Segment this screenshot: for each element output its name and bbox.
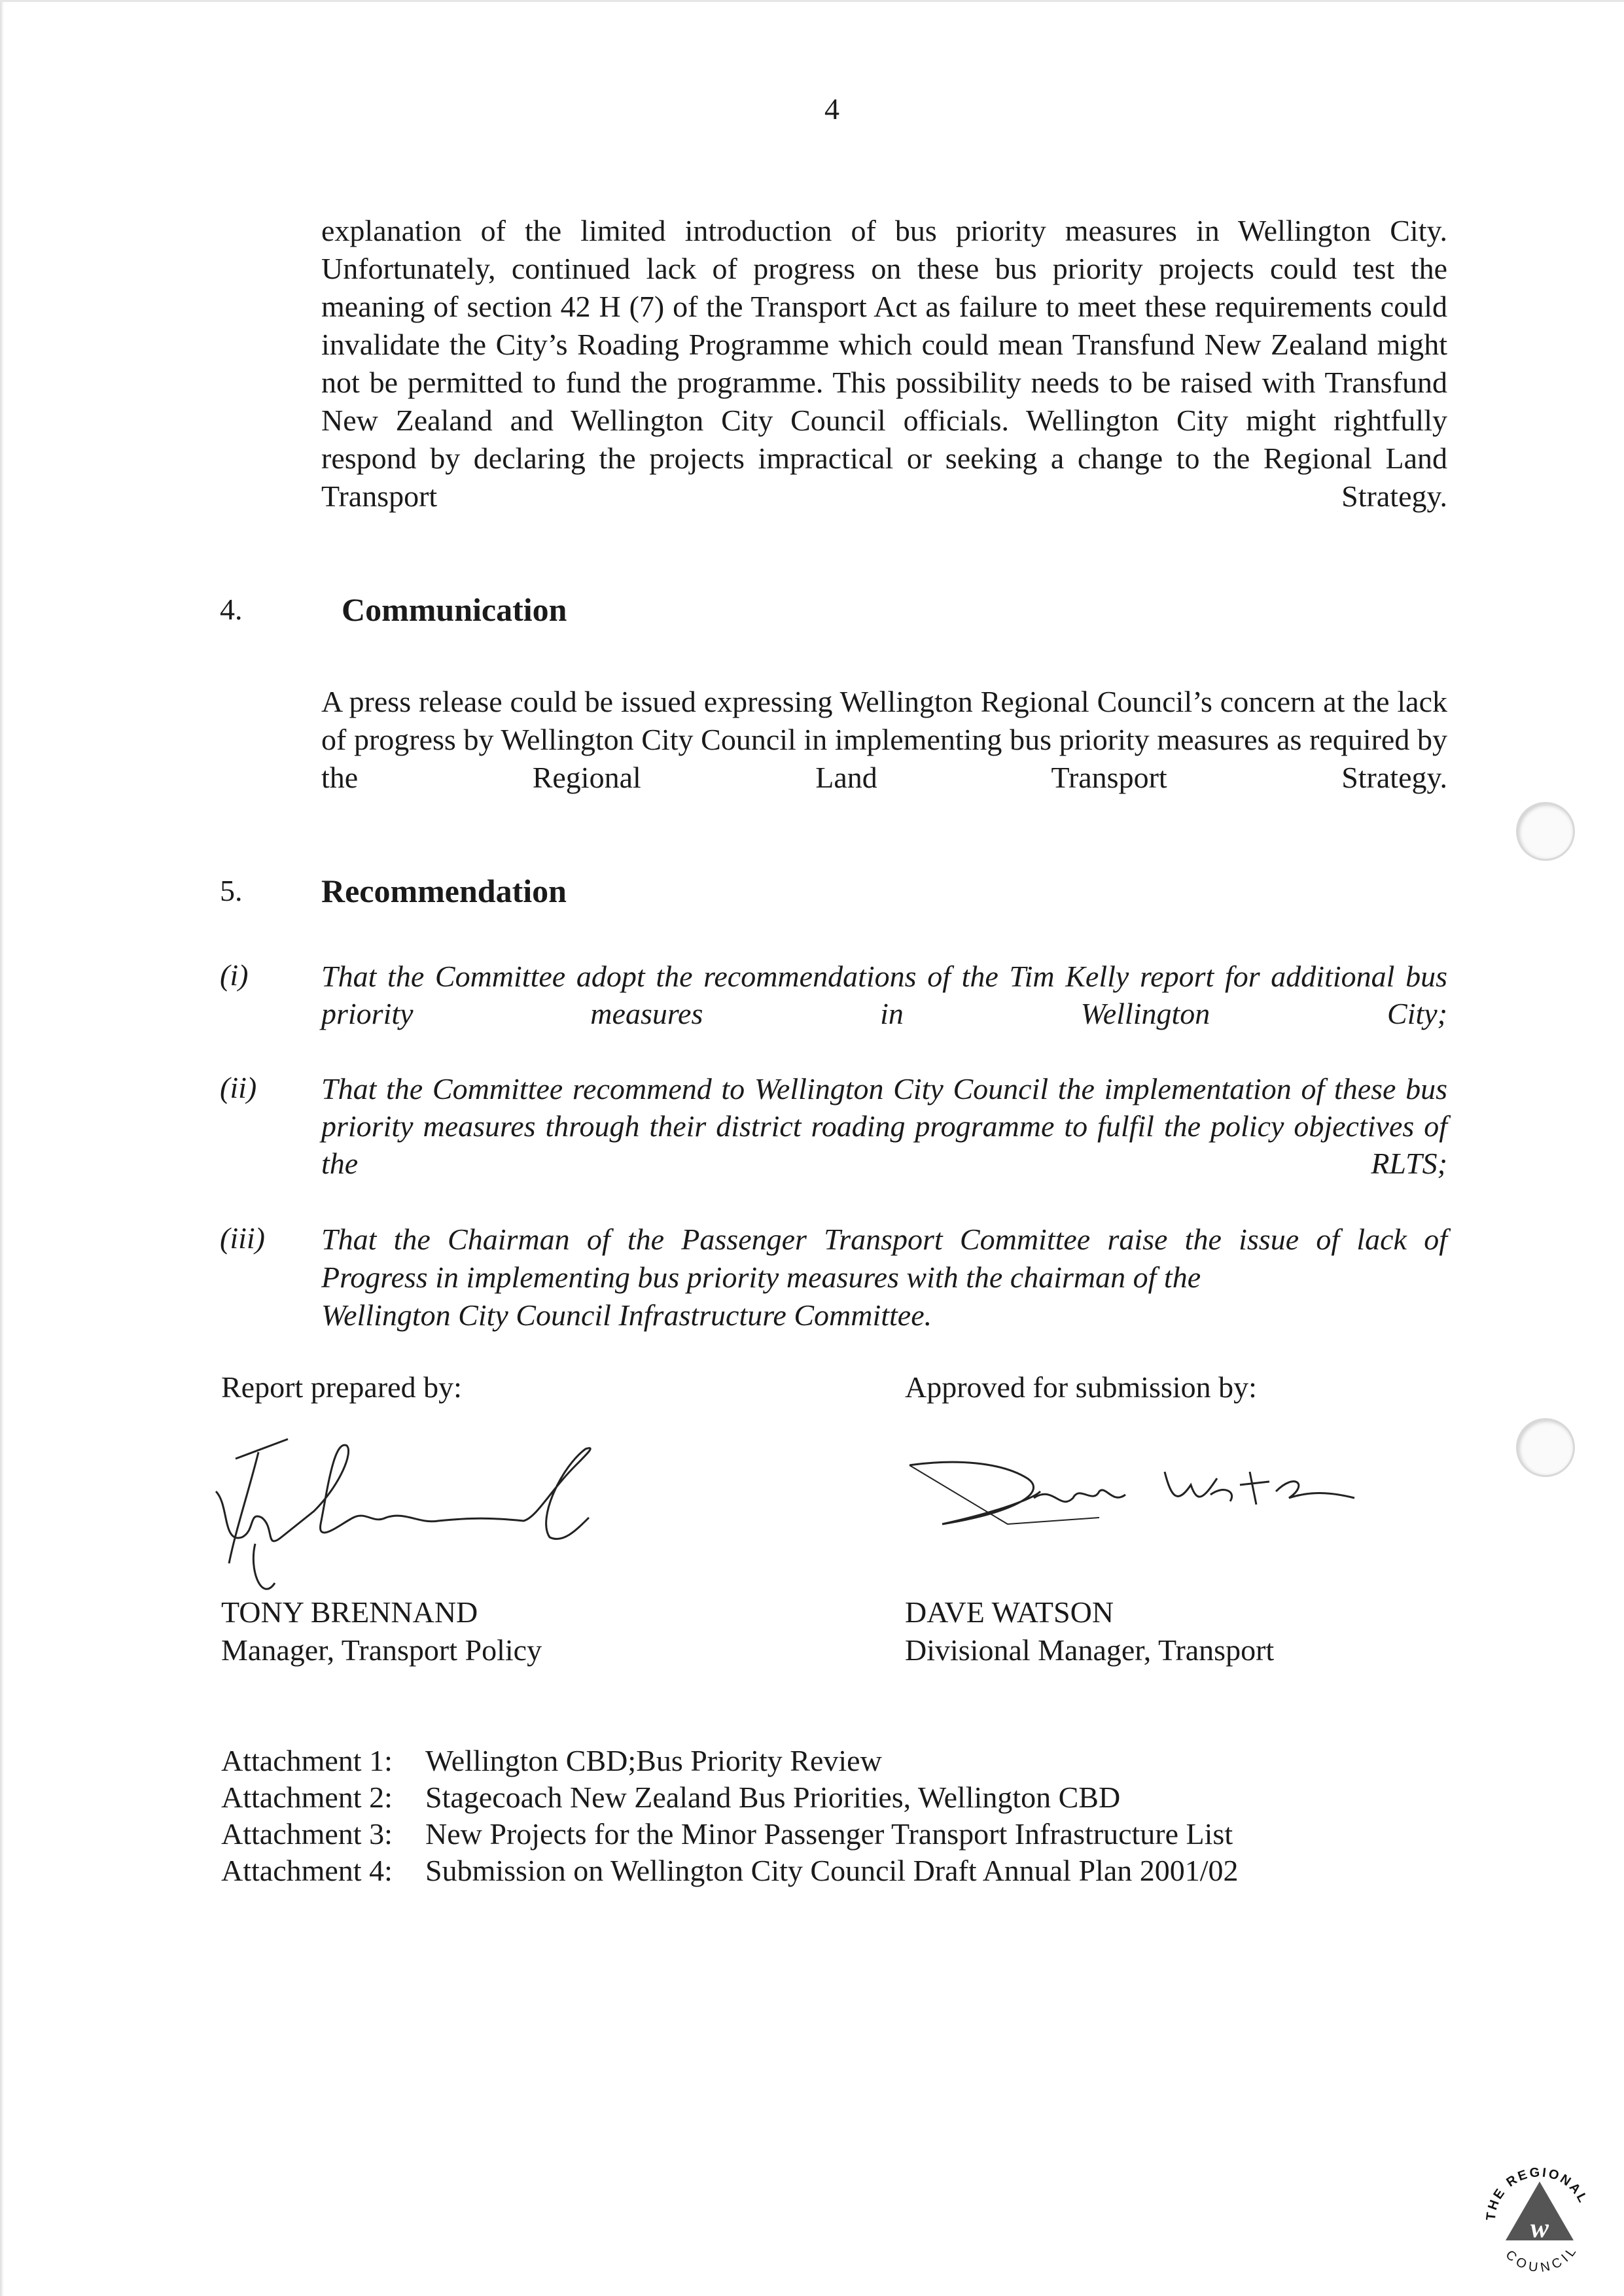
preparer-name: TONY BRENNAND (221, 1595, 478, 1629)
recommendation-label: (i) (220, 958, 249, 992)
approver-block (905, 1593, 1274, 1669)
scan-edge (0, 0, 4, 2296)
recommendation-line: Wellington City Council Infrastructure Committee. (321, 1298, 932, 1332)
preparer-block (221, 1593, 542, 1669)
intro-paragraph: explanation of the limited introduction of bus priority measures in Wellington City. Unfortunately, continued lack of progress on these bus priority projects could test the meaning of section 42 H (7) of the Transport Act as failure to meet these requirements could invalidate the City’s Roading Programme which could mean Transfund New Zealand might not be permitted to fund the programme. This possibility needs to be raised with Transfund New Zealand and Wellington City Council officials. Wellington City might rightfully respond by declaring the projects impractical or seeking a change to the Regional Land Transport Strategy. (321, 214, 1447, 513)
approver-name: DAVE WATSON (905, 1595, 1114, 1629)
attachment-label: Attachment 2: (221, 1781, 393, 1814)
attachment-item (221, 1779, 1239, 1816)
attachment-item (221, 1743, 1239, 1779)
recommendation-text: That the Committee adopt the recommendations of the Tim Kelly report for additional bus priority measures in Wellington City; (321, 960, 1447, 1030)
page-number: 4 (824, 92, 839, 126)
recommendation-label: (ii) (220, 1071, 257, 1104)
section-heading-recommendation: Recommendation (321, 873, 567, 909)
recommendation-line: Progress in implementing bus priority measures with the chairman of the (321, 1261, 1201, 1294)
communication-paragraph: A press release could be issued expressing Wellington Regional Council’s concern at the lack of progress by Wellington City Council in implementing bus priority measures as required by the Regional Land Transport Strategy. (321, 685, 1447, 794)
signature-tony-brennand (209, 1413, 615, 1609)
section-heading-communication: Communication (342, 591, 567, 628)
attachment-item (221, 1852, 1239, 1889)
attachment-list (221, 1743, 1239, 1889)
recommendation-text: That the Committee recommend to Wellington City Council the implementation of these bus priority measures through their district roading programme to fulfil the policy objectives of the RLTS; (321, 1072, 1447, 1180)
attachment-title: Wellington CBD;Bus Priority Review (425, 1744, 882, 1777)
approved-by-caption: Approved for submission by: (905, 1370, 1257, 1404)
attachment-title: Submission on Wellington City Council Draft Annual Plan 2001/02 (425, 1854, 1239, 1887)
attachment-label: Attachment 4: (221, 1854, 393, 1887)
signature-dave-watson (903, 1446, 1361, 1537)
prepared-by-caption: Report prepared by: (221, 1370, 462, 1404)
svg-text:w: w (1530, 2214, 1549, 2244)
recommendation-text (321, 1221, 1447, 1334)
punch-hole (1516, 1418, 1575, 1477)
attachment-title: New Projects for the Minor Passenger Transport Infrastructure List (425, 1817, 1233, 1851)
punch-hole (1516, 802, 1575, 861)
approver-role: Divisional Manager, Transport (905, 1633, 1275, 1667)
scan-top-line (0, 0, 1624, 2)
svg-text:THE REGIONAL: THE REGIONAL (1483, 2165, 1591, 2221)
attachment-label: Attachment 1: (221, 1744, 393, 1777)
section-number: 5. (220, 874, 243, 907)
section-number: 4. (220, 593, 243, 626)
recommendation-label: (iii) (220, 1221, 265, 1255)
svg-text:COUNCIL: COUNCIL (1502, 2242, 1581, 2273)
regional-council-logo (1475, 2155, 1606, 2273)
preparer-role: Manager, Transport Policy (221, 1633, 542, 1667)
attachment-item (221, 1816, 1239, 1852)
recommendation-line: That the Chairman of the Passenger Transport Committee raise the issue of lack of (321, 1223, 1447, 1256)
attachment-label: Attachment 3: (221, 1817, 393, 1851)
attachment-title: Stagecoach New Zealand Bus Priorities, Wellington CBD (425, 1781, 1121, 1814)
